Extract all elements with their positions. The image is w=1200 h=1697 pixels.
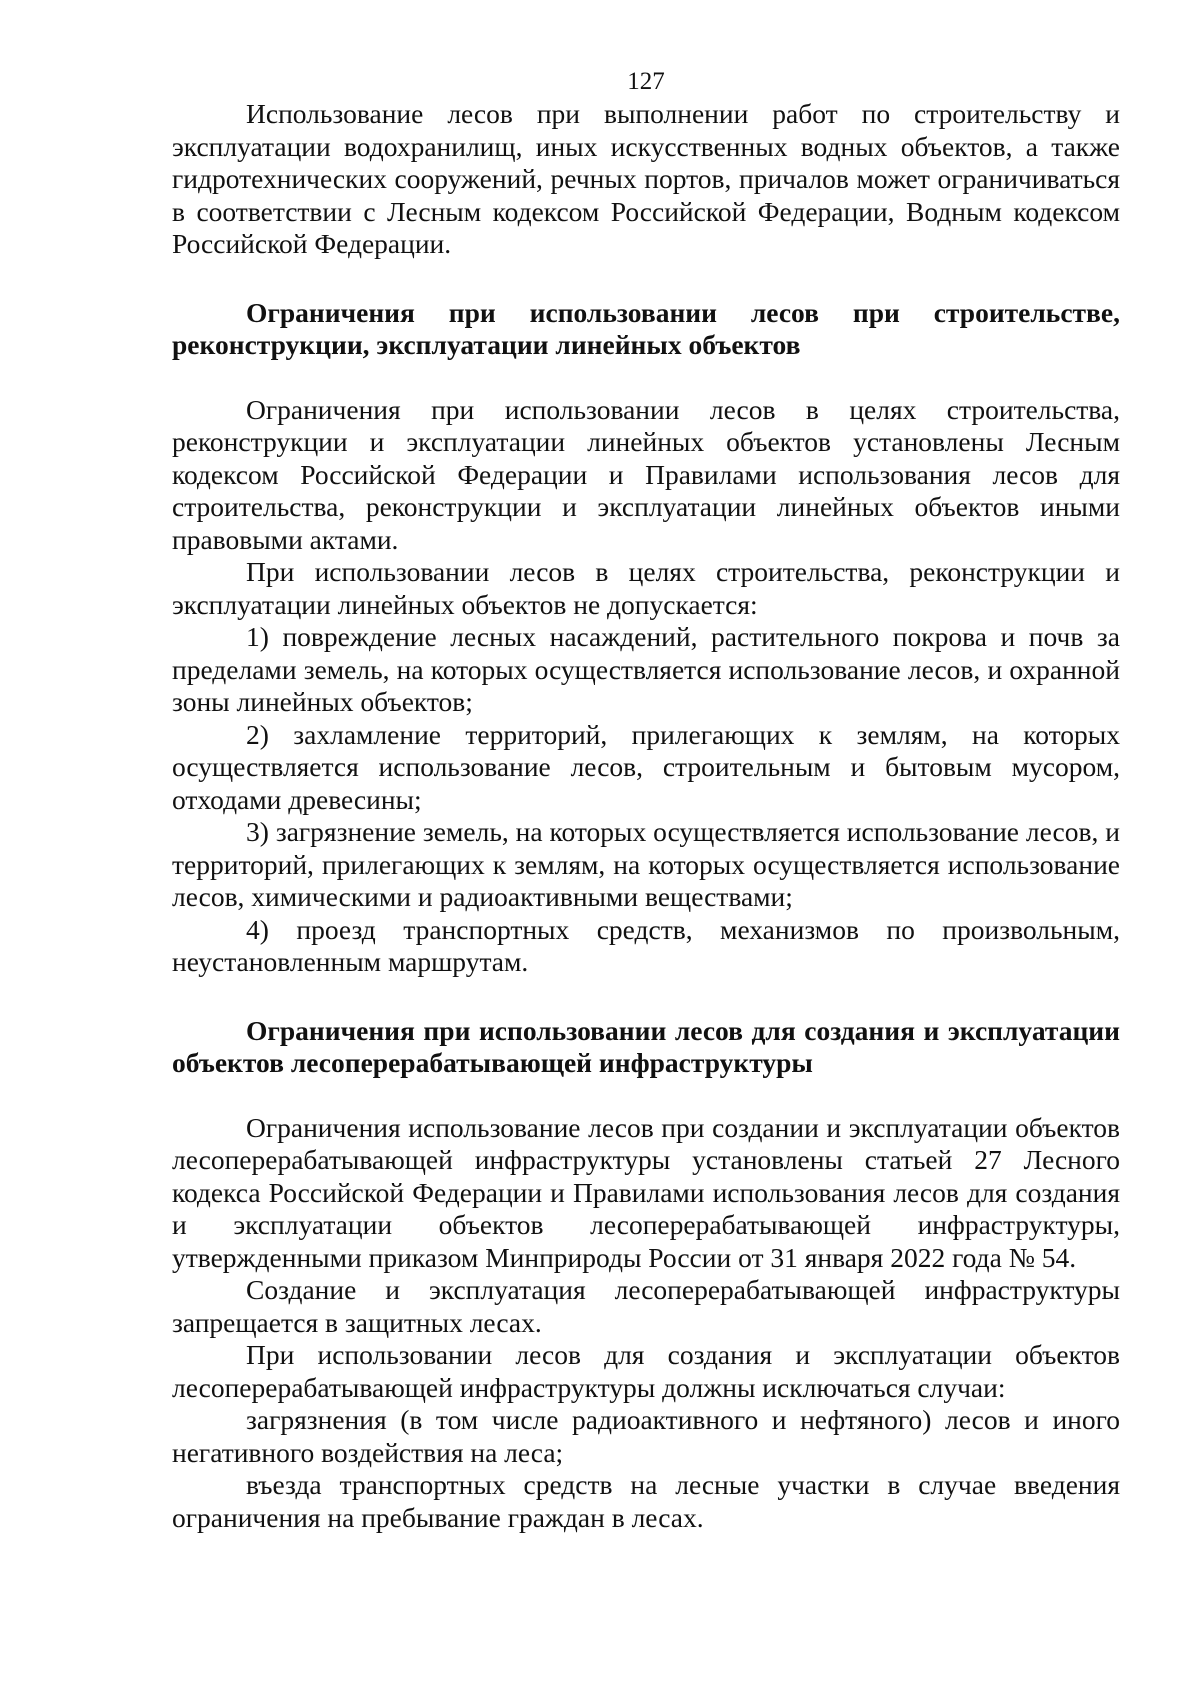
page-number: 127 [627,68,665,95]
section-heading-linear-objects: Ограничения при использовании лесов при строительстве, реконструкции, эксплуатации линейных объектов [172,296,1120,360]
section-heading-processing-infrastructure: Ограничения при использовании лесов для создания и эксплуатации объектов лесоперерабатывающей инфраструктуры [172,1014,1120,1078]
list-item: 2) захламление территорий, прилегающих к землям, на которых осуществляется использование лесов, строительным и бытовым мусором, отходами древесины; [172,718,1120,815]
intro-paragraph: Использование лесов при выполнении работ по строительству и эксплуатации водохранилищ, иных искусственных водных объектов, а также гидротехнических сооружений, речных портов, причалов может ограничиваться в соответствии с Лесным кодексом Российской Федерации, Водным кодексом Российской Федерации. [172,98,1120,259]
paragraph: При использовании лесов для создания и эксплуатации объектов лесоперерабатывающей инфраструктуры должны исключаться случаи: [172,1339,1120,1403]
list-item: въезда транспортных средств на лесные участки в случае введения ограничения на пребывание граждан в лесах. [172,1469,1120,1533]
paragraph: Ограничения использование лесов при создании и эксплуатации объектов лесоперерабатывающей инфраструктуры установлены статьей 27 Лесного кодекса Российской Федерации и Правилами использования лесов для создания и эксплуатации объектов лесоперерабатывающей инфраструктуры, утвержденными приказом Минприроды России от 31 января 2022 года № 54. [172,1111,1120,1273]
list-item: 3) загрязнение земель, на которых осуществляется использование лесов, и территорий, прилегающих к землям, на которых осуществляется использование лесов, химическими и радиоактивными веществами; [172,816,1120,912]
processing-infrastructure-section [172,1112,1120,1535]
paragraph: Создание и эксплуатация лесоперерабатывающей инфраструктуры запрещается в защитных лесах. [172,1274,1120,1338]
list-item: 4) проезд транспортных средств, механизмов по произвольным, неустановленным маршрутам. [172,913,1120,977]
linear-objects-section [172,394,1120,979]
document-page [172,66,1120,1534]
list-item: 1) повреждение лесных насаждений, растительного покрова и почв за пределами земель, на которых осуществляется использование лесов, и охранной зоны линейных объектов; [172,621,1120,717]
intro-section [172,98,1120,261]
list-item: загрязнения (в том числе радиоактивного и нефтяного) лесов и иного негативного воздействия на леса; [172,1404,1120,1468]
paragraph: Ограничения при использовании лесов в целях строительства, реконструкции и эксплуатации линейных объектов установлены Лесным кодексом Российской Федерации и Правилами использования лесов для строительства, реконструкции и эксплуатации линейных объектов иными правовыми актами. [172,393,1120,555]
paragraph: При использовании лесов в целях строительства, реконструкции и эксплуатации линейных объектов не допускается: [172,556,1120,620]
